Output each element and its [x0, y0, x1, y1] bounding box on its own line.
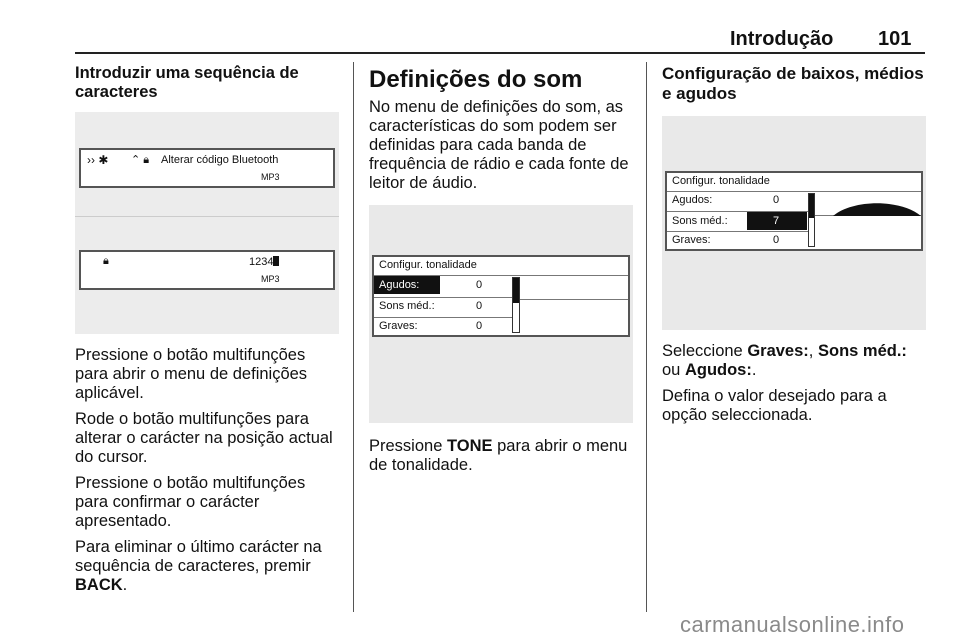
figure-tone-adjust — [662, 116, 926, 330]
option-mid: Sons méd.: — [817, 342, 907, 360]
column-2 — [369, 64, 635, 482]
paragraph: Pressione o botão multifunções para confirmar o carácter apresentado. — [75, 474, 306, 530]
page-number: 101 — [878, 28, 912, 50]
display-screen-1 — [79, 148, 335, 188]
figure-tone-menu — [369, 205, 633, 423]
tone-value-bass: 0 — [773, 234, 780, 246]
tone-value-mid: 0 — [476, 300, 483, 312]
tone-label-bass[interactable]: Graves: — [672, 234, 711, 246]
source-label: MP3 — [261, 172, 280, 182]
tone-curve — [833, 203, 921, 216]
text: . — [751, 361, 757, 379]
paragraph-define: Defina o valor desejado para a opção seleccionada. — [662, 387, 887, 424]
tone-label-mid[interactable]: Sons méd.: — [672, 215, 728, 227]
paragraph-intro: No menu de definições do som, as características do som podem ser definidas para cada banda de frequência de rádio e cada fonte de leitor de áudio. — [369, 98, 629, 192]
section-heading-bass-mid-treble: Configuração de baixos, médios e agudos — [662, 64, 924, 103]
tone-value-bass: 0 — [476, 320, 483, 332]
tone-label-treble[interactable]: Agudos: — [379, 279, 420, 291]
screen-title: Alterar código Bluetooth — [161, 154, 279, 166]
tone-screen — [372, 255, 630, 337]
watermark: carmanualsonline.info — [680, 612, 905, 637]
paragraph-tone — [369, 437, 635, 475]
tone-level-bar — [512, 277, 520, 333]
text: Pressione — [369, 437, 443, 455]
tone-title: Configur. tonalidade — [672, 175, 770, 187]
tone-label-mid[interactable]: Sons méd.: — [379, 300, 435, 312]
tone-label-bass[interactable]: Graves: — [379, 320, 418, 332]
section-heading-character-sequence: Introduzir uma sequência de caracteres — [75, 64, 299, 101]
row-line — [667, 191, 921, 192]
column-3 — [662, 64, 926, 432]
row-line — [374, 297, 516, 298]
key-tone: TONE — [446, 437, 493, 455]
source-label: MP3 — [261, 274, 280, 284]
display-screen-2 — [79, 250, 335, 290]
paragraph — [75, 538, 341, 595]
bluetooth-icon: ›› ✱ — [87, 153, 109, 167]
tone-title: Configur. tonalidade — [379, 259, 477, 271]
paragraph: Pressione o botão multifunções para abrir o menu de definições aplicável. — [75, 346, 308, 402]
tone-value-mid: 7 — [773, 215, 780, 227]
option-bass: Graves: — [747, 342, 809, 360]
column-divider-1 — [353, 62, 354, 612]
text: , — [808, 342, 814, 360]
paragraph: Rode o botão multifunções para alterar o carácter na posição actual do cursor. — [75, 410, 333, 466]
row-line — [667, 231, 809, 232]
figure-divider — [75, 216, 339, 217]
text: Seleccione — [662, 342, 743, 360]
graph-baseline — [520, 299, 628, 300]
column-1 — [75, 64, 341, 602]
tone-curve-graph — [833, 193, 921, 217]
tone-level-fill — [809, 194, 814, 218]
section-heading-sound-settings: Definições do som — [369, 66, 583, 93]
tone-value-treble: 0 — [773, 194, 780, 206]
tone-level-fill — [513, 278, 519, 303]
text: Para eliminar o último carácter na sequência de caracteres, premir — [75, 538, 322, 575]
code-value: 1234 — [249, 256, 274, 268]
page-header-title: Introdução — [730, 28, 834, 50]
paragraph-select — [662, 342, 926, 380]
tone-level-bar — [808, 193, 815, 247]
text: para abrir o menu de tonalidade. — [369, 437, 628, 474]
cursor-block — [273, 256, 279, 266]
text: ou — [662, 361, 681, 379]
code-entry — [249, 256, 279, 268]
text: . — [122, 576, 128, 594]
tone-screen — [665, 171, 923, 251]
tone-label-treble[interactable]: Agudos: — [672, 194, 713, 206]
option-treble: Agudos: — [684, 361, 752, 379]
lock-icon: ⌃ 🔒︎ — [131, 154, 150, 166]
lock-icon: 🔒︎ — [103, 255, 109, 267]
column-divider-2 — [646, 62, 647, 612]
key-back: BACK — [75, 576, 123, 594]
figure-character-entry — [75, 112, 339, 334]
tone-value-treble: 0 — [476, 279, 483, 291]
row-line — [374, 317, 516, 318]
header-rule — [75, 52, 925, 54]
